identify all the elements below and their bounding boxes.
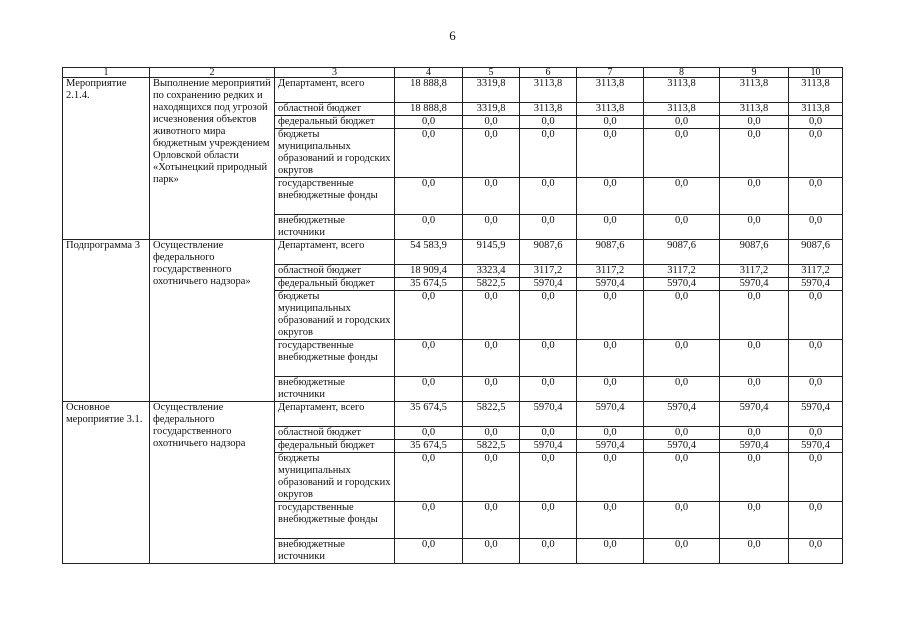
amount-cell: 5970,4 [520, 278, 577, 291]
amount-cell: 9087,6 [789, 240, 843, 265]
amount-cell: 18 909,4 [395, 265, 463, 278]
amount-cell: 3117,2 [577, 265, 644, 278]
amount-cell: 5970,4 [789, 278, 843, 291]
amount-cell: 0,0 [577, 291, 644, 340]
amount-cell: 3113,8 [644, 78, 720, 103]
amount-cell: 0,0 [463, 453, 520, 502]
amount-cell: 5970,4 [577, 278, 644, 291]
amount-cell: 5970,4 [520, 440, 577, 453]
funding-source-cell: бюджеты муниципальных образований и городских округов [275, 291, 395, 340]
amount-cell: 0,0 [644, 340, 720, 377]
funding-source-cell: Департамент, всего [275, 78, 395, 103]
amount-cell: 0,0 [520, 502, 577, 539]
amount-cell: 0,0 [720, 502, 789, 539]
amount-cell: 3319,8 [463, 103, 520, 116]
funding-source-cell: областной бюджет [275, 265, 395, 278]
amount-cell: 0,0 [789, 178, 843, 215]
amount-cell: 0,0 [789, 291, 843, 340]
amount-cell: 0,0 [463, 178, 520, 215]
amount-cell: 3113,8 [520, 78, 577, 103]
funding-source-cell: бюджеты муниципальных образований и городских округов [275, 129, 395, 178]
header-cell: 5 [463, 68, 520, 78]
amount-cell: 5970,4 [577, 440, 644, 453]
funding-source-cell: федеральный бюджет [275, 116, 395, 129]
block-main-measure-3-1 [63, 402, 843, 564]
amount-cell: 0,0 [520, 453, 577, 502]
amount-cell: 5970,4 [720, 402, 789, 427]
amount-cell: 0,0 [577, 129, 644, 178]
program-name-cell: Мероприятие 2.1.4. [63, 78, 150, 240]
amount-cell: 3319,8 [463, 78, 520, 103]
amount-cell: 3117,2 [720, 265, 789, 278]
header-cell: 3 [275, 68, 395, 78]
header-cell: 4 [395, 68, 463, 78]
amount-cell: 0,0 [520, 215, 577, 240]
amount-cell: 0,0 [520, 427, 577, 440]
amount-cell: 0,0 [644, 377, 720, 402]
amount-cell: 5970,4 [644, 402, 720, 427]
description-cell: Выполнение мероприятий по сохранению редких и находящихся под угрозой исчезновения объектов животного мира бюджетным учреждением Орловской области «Хотынецкий природный парк» [150, 78, 275, 240]
header-cell: 2 [150, 68, 275, 78]
amount-cell: 5822,5 [463, 440, 520, 453]
amount-cell: 0,0 [720, 215, 789, 240]
amount-cell: 0,0 [395, 539, 463, 564]
amount-cell: 0,0 [789, 377, 843, 402]
amount-cell: 0,0 [395, 116, 463, 129]
amount-cell: 0,0 [577, 116, 644, 129]
amount-cell: 5970,4 [644, 278, 720, 291]
funding-source-cell: внебюджетные источники [275, 215, 395, 240]
amount-cell: 0,0 [577, 502, 644, 539]
amount-cell: 0,0 [463, 377, 520, 402]
amount-cell: 0,0 [644, 178, 720, 215]
header-cell: 9 [720, 68, 789, 78]
amount-cell: 35 674,5 [395, 440, 463, 453]
amount-cell: 0,0 [789, 340, 843, 377]
funding-source-cell: областной бюджет [275, 427, 395, 440]
amount-cell: 0,0 [789, 539, 843, 564]
amount-cell: 0,0 [720, 427, 789, 440]
funding-source-cell: областной бюджет [275, 103, 395, 116]
amount-cell: 0,0 [720, 129, 789, 178]
funding-source-cell: государственные внебюджетные фонды [275, 502, 395, 539]
amount-cell: 0,0 [463, 539, 520, 564]
amount-cell: 0,0 [463, 215, 520, 240]
amount-cell: 0,0 [463, 427, 520, 440]
amount-cell: 0,0 [463, 340, 520, 377]
amount-cell: 35 674,5 [395, 402, 463, 427]
amount-cell: 0,0 [720, 453, 789, 502]
amount-cell: 0,0 [720, 340, 789, 377]
amount-cell: 0,0 [577, 215, 644, 240]
amount-cell: 5970,4 [720, 440, 789, 453]
amount-cell: 5970,4 [720, 278, 789, 291]
block-measure-2-1-4 [63, 78, 843, 240]
amount-cell: 0,0 [644, 453, 720, 502]
funding-source-cell: государственные внебюджетные фонды [275, 340, 395, 377]
funding-source-cell: Департамент, всего [275, 402, 395, 427]
description-cell: Осуществление федерального государственного охотничьего надзора» [150, 240, 275, 402]
block-subprogram-3 [63, 240, 843, 402]
program-name-cell: Основное мероприятие 3.1. [63, 402, 150, 564]
header-row [63, 68, 843, 78]
amount-cell: 0,0 [520, 178, 577, 215]
amount-cell: 0,0 [720, 377, 789, 402]
amount-cell: 0,0 [720, 539, 789, 564]
amount-cell: 0,0 [395, 453, 463, 502]
amount-cell: 0,0 [520, 129, 577, 178]
amount-cell: 0,0 [644, 427, 720, 440]
amount-cell: 3117,2 [520, 265, 577, 278]
amount-cell: 0,0 [395, 129, 463, 178]
amount-cell: 0,0 [577, 453, 644, 502]
amount-cell: 5970,4 [520, 402, 577, 427]
amount-cell: 0,0 [395, 178, 463, 215]
amount-cell: 0,0 [789, 129, 843, 178]
amount-cell: 0,0 [463, 116, 520, 129]
funding-source-cell: бюджеты муниципальных образований и городских округов [275, 453, 395, 502]
budget-table [62, 67, 843, 564]
amount-cell: 0,0 [720, 178, 789, 215]
program-name-cell: Подпрограмма 3 [63, 240, 150, 402]
amount-cell: 3113,8 [720, 103, 789, 116]
amount-cell: 9087,6 [577, 240, 644, 265]
amount-cell: 0,0 [789, 215, 843, 240]
amount-cell: 3113,8 [789, 78, 843, 103]
amount-cell: 3113,8 [577, 103, 644, 116]
amount-cell: 3113,8 [720, 78, 789, 103]
amount-cell: 54 583,9 [395, 240, 463, 265]
header-cell: 10 [789, 68, 843, 78]
amount-cell: 18 888,8 [395, 78, 463, 103]
funding-source-cell: внебюджетные источники [275, 377, 395, 402]
header-cell: 8 [644, 68, 720, 78]
amount-cell: 3113,8 [789, 103, 843, 116]
amount-cell: 0,0 [720, 291, 789, 340]
amount-cell: 9087,6 [644, 240, 720, 265]
amount-cell: 3117,2 [644, 265, 720, 278]
funding-source-cell: федеральный бюджет [275, 278, 395, 291]
amount-cell: 0,0 [520, 539, 577, 564]
header-cell: 7 [577, 68, 644, 78]
table-row [63, 402, 843, 427]
funding-source-cell: внебюджетные источники [275, 539, 395, 564]
amount-cell: 0,0 [577, 539, 644, 564]
amount-cell: 3113,8 [577, 78, 644, 103]
amount-cell: 0,0 [789, 502, 843, 539]
amount-cell: 0,0 [520, 377, 577, 402]
header-cell: 1 [63, 68, 150, 78]
funding-source-cell: Департамент, всего [275, 240, 395, 265]
amount-cell: 0,0 [395, 427, 463, 440]
amount-cell: 0,0 [644, 129, 720, 178]
amount-cell: 5970,4 [789, 402, 843, 427]
amount-cell: 0,0 [789, 453, 843, 502]
header-cell: 6 [520, 68, 577, 78]
table-row [63, 78, 843, 103]
amount-cell: 0,0 [577, 178, 644, 215]
amount-cell: 0,0 [644, 502, 720, 539]
table-row [63, 240, 843, 265]
amount-cell: 0,0 [644, 116, 720, 129]
amount-cell: 0,0 [395, 502, 463, 539]
amount-cell: 9145,9 [463, 240, 520, 265]
amount-cell: 3323,4 [463, 265, 520, 278]
amount-cell: 3113,8 [644, 103, 720, 116]
amount-cell: 5970,4 [789, 440, 843, 453]
amount-cell: 5822,5 [463, 278, 520, 291]
amount-cell: 3117,2 [789, 265, 843, 278]
funding-source-cell: государственные внебюджетные фонды [275, 178, 395, 215]
amount-cell: 9087,6 [720, 240, 789, 265]
amount-cell: 0,0 [520, 340, 577, 377]
amount-cell: 0,0 [463, 291, 520, 340]
amount-cell: 0,0 [789, 427, 843, 440]
amount-cell: 0,0 [463, 502, 520, 539]
page-number: 6 [449, 28, 456, 43]
amount-cell: 0,0 [395, 215, 463, 240]
amount-cell: 0,0 [577, 427, 644, 440]
amount-cell: 0,0 [644, 215, 720, 240]
amount-cell: 0,0 [720, 116, 789, 129]
amount-cell: 35 674,5 [395, 278, 463, 291]
amount-cell: 0,0 [395, 291, 463, 340]
amount-cell: 0,0 [395, 340, 463, 377]
amount-cell: 0,0 [644, 539, 720, 564]
amount-cell: 0,0 [577, 340, 644, 377]
description-cell: Осуществление федерального государственного охотничьего надзора [150, 402, 275, 564]
amount-cell: 5970,4 [577, 402, 644, 427]
amount-cell: 0,0 [520, 116, 577, 129]
funding-source-cell: федеральный бюджет [275, 440, 395, 453]
amount-cell: 0,0 [463, 129, 520, 178]
amount-cell: 5970,4 [644, 440, 720, 453]
amount-cell: 0,0 [577, 377, 644, 402]
amount-cell: 18 888,8 [395, 103, 463, 116]
amount-cell: 9087,6 [520, 240, 577, 265]
amount-cell: 0,0 [395, 377, 463, 402]
amount-cell: 0,0 [520, 291, 577, 340]
amount-cell: 0,0 [644, 291, 720, 340]
amount-cell: 0,0 [789, 116, 843, 129]
amount-cell: 5822,5 [463, 402, 520, 427]
amount-cell: 3113,8 [520, 103, 577, 116]
